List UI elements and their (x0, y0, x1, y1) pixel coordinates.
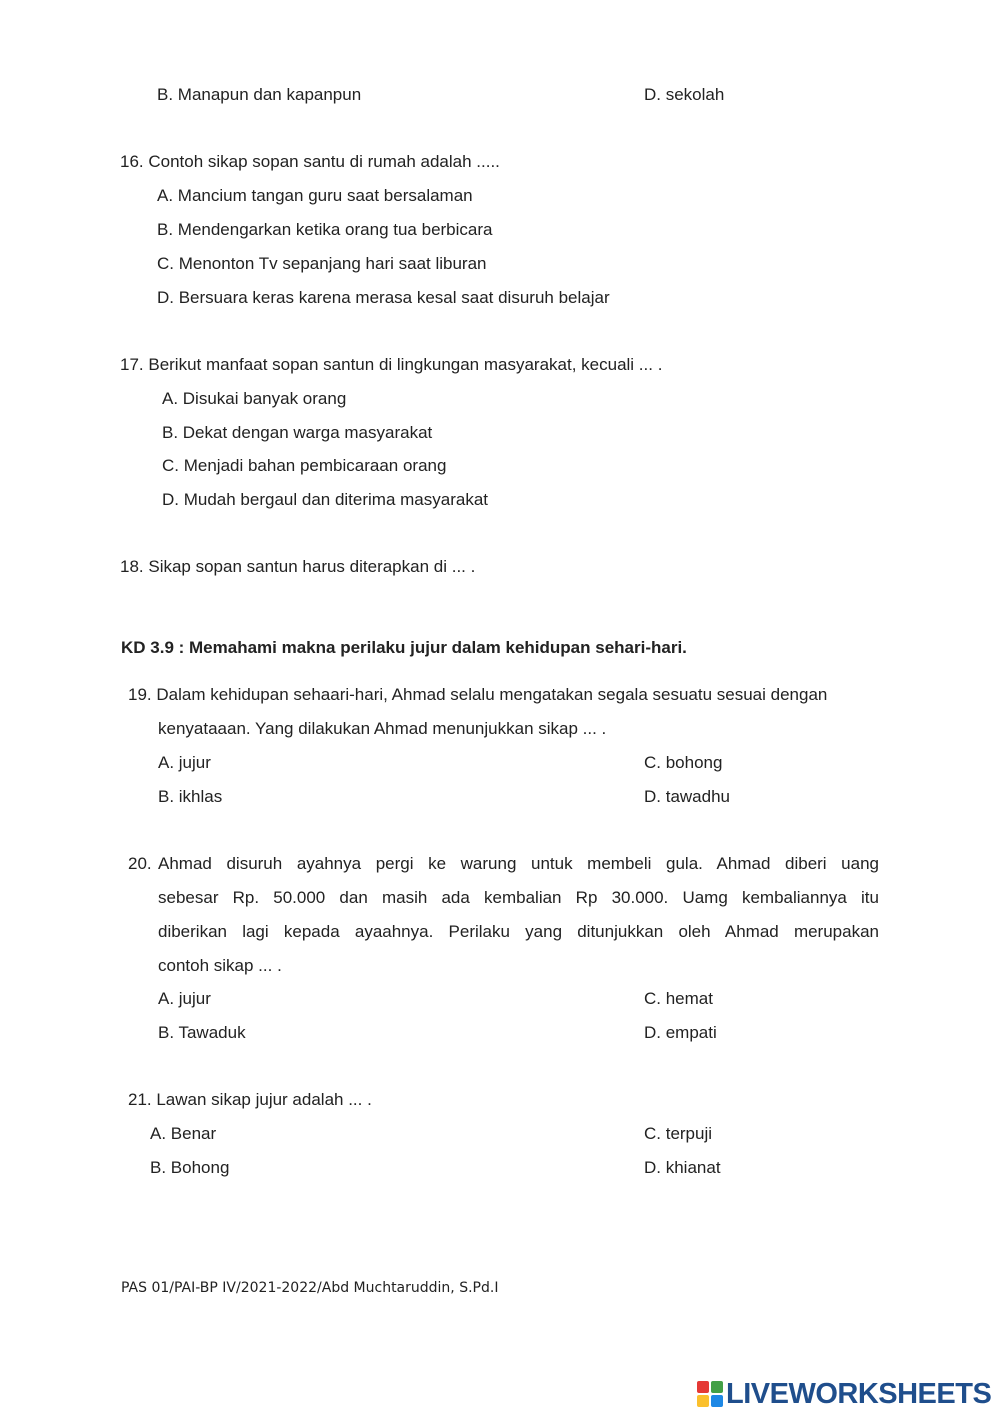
q20-number: 20. (128, 854, 152, 873)
q16-option-c: C. Menonton Tv sepanjang hari saat liburan (157, 254, 487, 273)
liveworksheets-logo (697, 1379, 991, 1409)
q19-option-a: A. jujur (158, 753, 211, 772)
q20-question-line1: Ahmad disuruh ayahnya pergi ke warung untuk membeli gula. Ahmad diberi uang (158, 854, 879, 873)
q17-option-b: B. Dekat dengan warga masyarakat (162, 423, 433, 442)
mark-square-red (697, 1381, 709, 1393)
q16-option-d: D. Bersuara keras karena merasa kesal saat disuruh belajar (157, 288, 610, 307)
q19-option-b: B. ikhlas (158, 787, 223, 806)
q20-question-line3: diberikan lagi kepada ayaahnya. Perilaku yang ditunjukkan oleh Ahmad merupakan (158, 922, 879, 941)
q20-option-c: C. hemat (644, 989, 713, 1008)
q17-option-d: D. Mudah bergaul dan diterima masyarakat (162, 490, 488, 509)
liveworksheets-mark-icon (697, 1381, 723, 1407)
q19-question-line2: kenyataaan. Yang dilakukan Ahmad menunjukkan sikap ... . (158, 719, 607, 738)
liveworksheets-logo-text: LIVEWORKSHEETS (726, 1377, 992, 1410)
q15-option-d: D. sekolah (644, 85, 725, 104)
mark-square-blue (711, 1395, 723, 1407)
q20-question-line4: contoh sikap ... . (158, 956, 282, 975)
q15-option-b: B. Manapun dan kapanpun (157, 85, 362, 104)
q20-question-line2: sebesar Rp. 50.000 dan masih ada kembalian Rp 30.000. Uamg kembaliannya itu (158, 888, 879, 907)
q16-option-b: B. Mendengarkan ketika orang tua berbicara (157, 220, 493, 239)
q17-question: 17. Berikut manfaat sopan santun di lingkungan masyarakat, kecuali ... . (120, 355, 663, 374)
q19-option-c: C. bohong (644, 753, 723, 772)
q20-option-a: A. jujur (158, 989, 211, 1008)
kd-heading: KD 3.9 : Memahami makna perilaku jujur dalam kehidupan sehari-hari. (121, 638, 687, 657)
q21-option-d: D. khianat (644, 1158, 721, 1177)
page-footer: PAS 01/PAI-BP IV/2021-2022/Abd Muchtaruddin, S.Pd.I (121, 1280, 499, 1296)
q21-question: 21. Lawan sikap jujur adalah ... . (128, 1090, 372, 1109)
q16-question: 16. Contoh sikap sopan santu di rumah adalah ..... (120, 152, 500, 171)
q16-option-a: A. Mancium tangan guru saat bersalaman (157, 186, 473, 205)
q20-option-b: B. Tawaduk (158, 1023, 246, 1042)
q17-option-c: C. Menjadi bahan pembicaraan orang (162, 456, 447, 475)
q21-option-b: B. Bohong (150, 1158, 230, 1177)
mark-square-yellow (697, 1395, 709, 1407)
q20-option-d: D. empati (644, 1023, 717, 1042)
mark-square-green (711, 1381, 723, 1393)
q19-option-d: D. tawadhu (644, 787, 730, 806)
q17-option-a: A. Disukai banyak orang (162, 389, 347, 408)
q19-question-line1: 19. Dalam kehidupan sehaari-hari, Ahmad selalu mengatakan segala sesuatu sesuai dengan (128, 685, 828, 704)
q21-option-a: A. Benar (150, 1124, 217, 1143)
q18-question: 18. Sikap sopan santun harus diterapkan di ... . (120, 557, 476, 576)
q21-option-c: C. terpuji (644, 1124, 713, 1143)
